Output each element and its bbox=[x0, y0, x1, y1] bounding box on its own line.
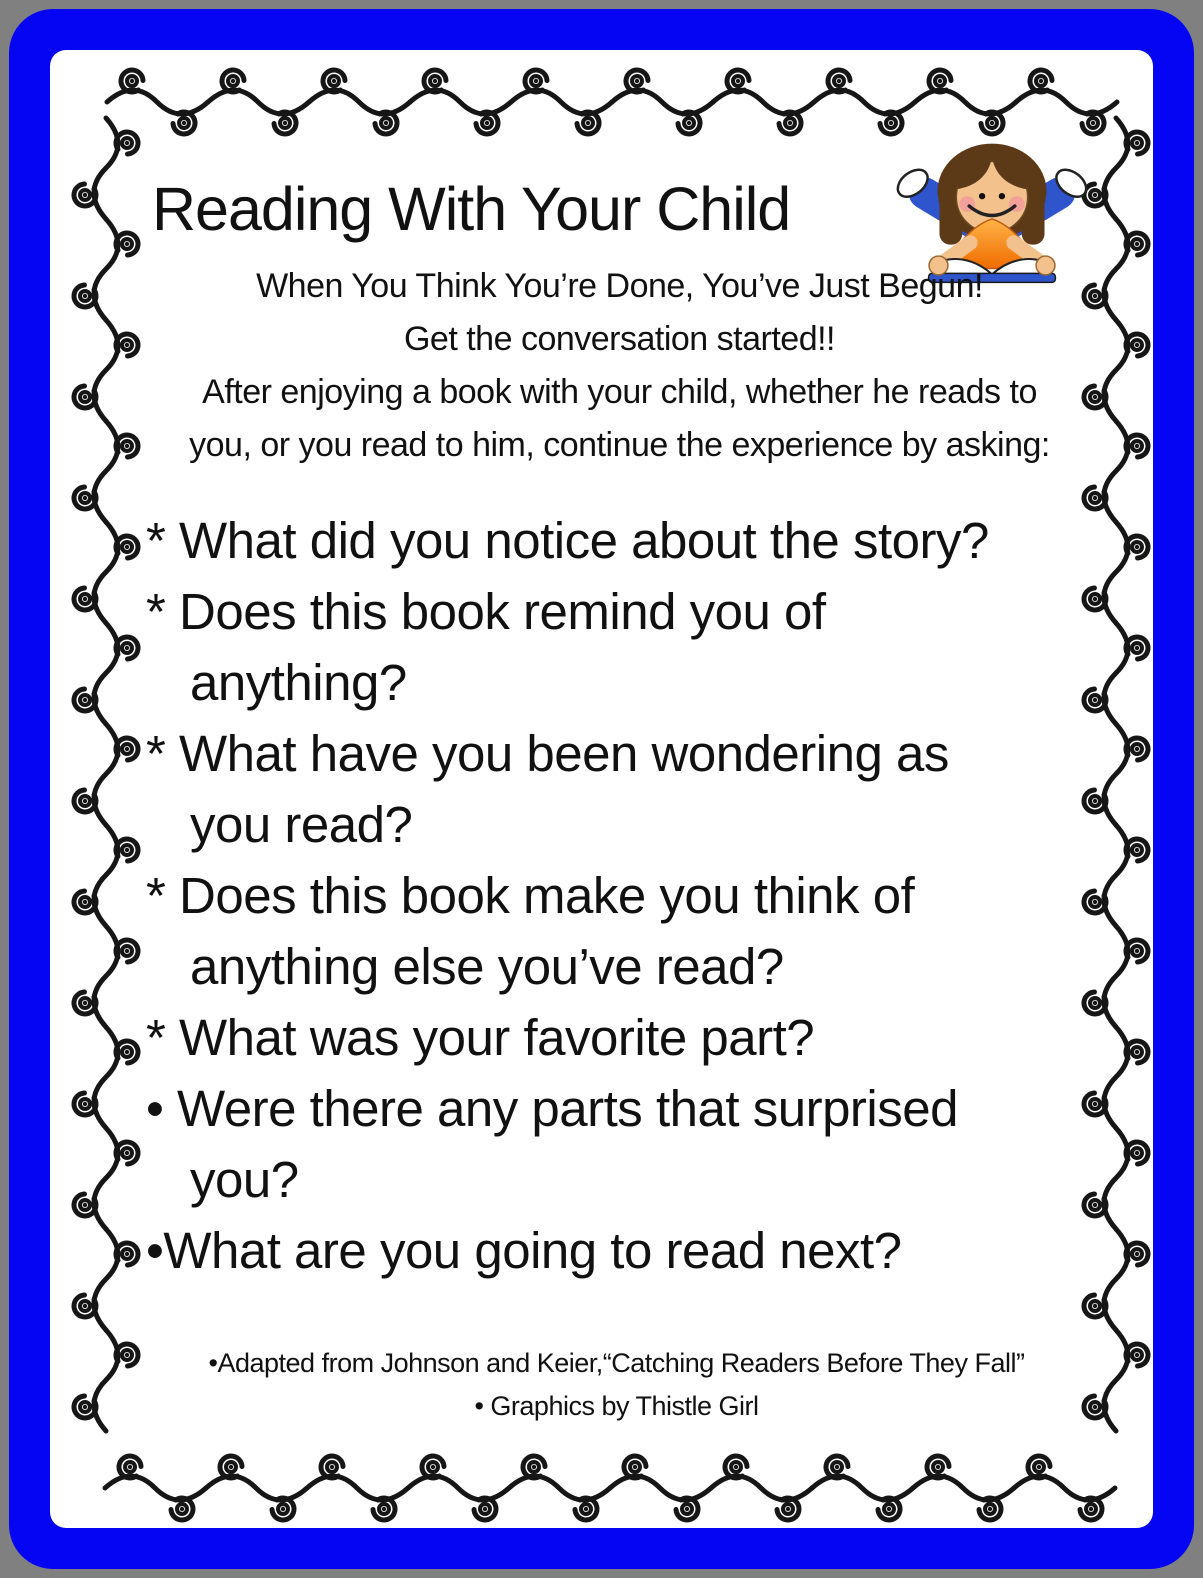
intro-line-1: When You Think You’re Done, You’ve Just Begun! bbox=[256, 267, 983, 305]
question-3-cont: you read? bbox=[190, 796, 413, 853]
intro-line-4: you, or you read to him, continue the experience by asking: bbox=[189, 426, 1050, 464]
intro-text bbox=[112, 260, 1127, 472]
credit-graphics: • Graphics by Thistle Girl bbox=[474, 1391, 759, 1421]
question-4-cont: anything else you’ve read? bbox=[190, 938, 784, 995]
question-4: * Does this book make you think of bbox=[146, 867, 915, 924]
question-2-cont: anything? bbox=[190, 654, 407, 711]
paper-sheet bbox=[50, 50, 1153, 1528]
credit-adapted-from: •Adapted from Johnson and Keier,“Catching Readers Before They Fall” bbox=[208, 1348, 1025, 1378]
question-7: •What are you going to read next? bbox=[146, 1222, 902, 1279]
question-6: • Were there any parts that surprised bbox=[146, 1080, 958, 1137]
footer-credits bbox=[120, 1342, 1113, 1428]
blue-frame bbox=[9, 9, 1194, 1569]
intro-line-2: Get the conversation started!! bbox=[403, 320, 836, 358]
question-5: * What was your favorite part? bbox=[146, 1009, 815, 1066]
question-list bbox=[146, 505, 1103, 1286]
page-title: Reading With Your Child bbox=[152, 175, 791, 243]
question-6-cont: you? bbox=[190, 1151, 299, 1208]
question-2: * Does this book remind you of bbox=[146, 583, 826, 640]
question-1: * What did you notice about the story? bbox=[146, 512, 989, 569]
intro-line-3: After enjoying a book with your child, whether he reads to bbox=[202, 373, 1037, 411]
question-3: * What have you been wondering as bbox=[146, 725, 949, 782]
